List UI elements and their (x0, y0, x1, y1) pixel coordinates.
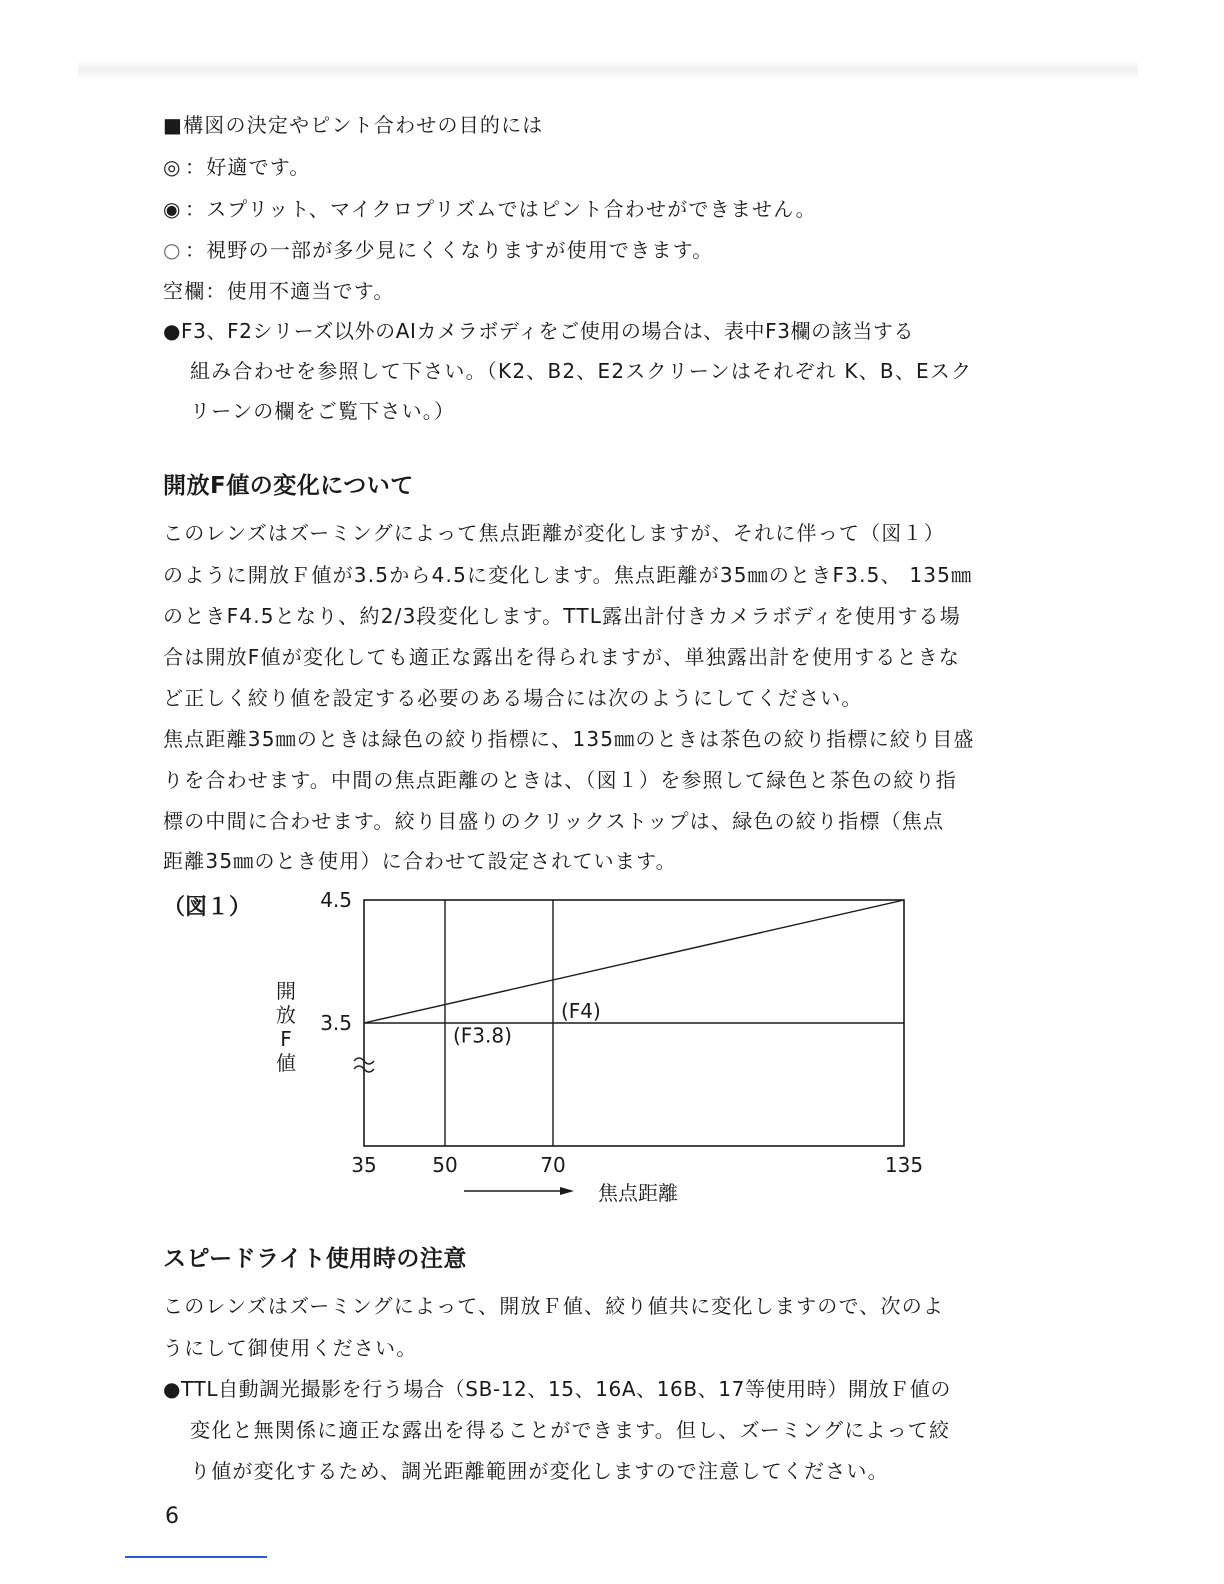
footer-rule (125, 1556, 267, 1558)
paragraph-line: うにして御使用ください。 (163, 1336, 418, 1360)
legend-note-line: ●F3、F2シリーズ以外のAIカメラボディをご使用の場合は、表中F3欄の該当する (163, 319, 915, 343)
x-tick-label: 35 (351, 1153, 377, 1177)
bullet-line: ●TTL自動調光撮影を行う場合（SB-12、15、16A、16B、17等使用時）開放Ｆ値の (163, 1377, 951, 1401)
paragraph-line: 距離35㎜のとき使用）に合わせて設定されています。 (163, 849, 677, 873)
paragraph-line: このレンズはズーミングによって焦点距離が変化しますが、それに伴って（図１） (163, 521, 945, 545)
figure-label: （図１） (163, 895, 252, 920)
legend-note-line: リーンの欄をご覧下さい。） (190, 399, 456, 423)
bullet-line: り値が変化するため、調光距離範囲が変化しますので注意してください。 (190, 1459, 889, 1483)
legend-item: ◉ ：スプリット、マイクロプリズムではピント合わせができません。 (163, 194, 817, 224)
y-axis-label: 開放 F 値 (276, 979, 296, 1075)
y-tick-label: 4.5 (320, 888, 352, 912)
x-axis-label: 焦点距離 (598, 1181, 678, 1205)
legend-item: ◎ ：好適です。 (163, 152, 311, 182)
legend-note-line: 組み合わせを参照して下さい。（K2、B2、E2スクリーンはそれぞれ K、B、Eスク (190, 359, 973, 383)
filled-circle-icon: ◉ (163, 197, 182, 221)
y-tick-label: 3.5 (320, 1011, 352, 1035)
blank-symbol-label: 空欄 (163, 279, 206, 303)
x-tick-label: 70 (540, 1153, 566, 1177)
section-heading: スピードライト使用時の注意 (163, 1246, 467, 1272)
annotation-label: (F4) (561, 998, 601, 1023)
paragraph-line: のときF4.5となり、約2/3段変化します。TTL露出計付きカメラボディを使用する場 (163, 604, 961, 628)
double-circle-icon: ◎ (163, 155, 182, 179)
open-circle-icon: ○ (163, 238, 182, 262)
paragraph-line: のように開放Ｆ値が3.5から4.5に変化します。焦点距離が35㎜のときF3.5、 135㎜ (163, 563, 973, 587)
section-heading: 開放F値の変化について (163, 473, 414, 499)
paragraph-line: 合は開放F値が変化しても適正な露出を得られますが、単独露出計を使用するときな (163, 645, 961, 669)
annotation-label: (F3.8) (453, 1023, 512, 1048)
x-tick-label: 135 (884, 1153, 924, 1177)
legend-title: ■構図の決定やピント合わせの目的には (163, 113, 544, 137)
paragraph-line: このレンズはズーミングによって、開放Ｆ値、絞り値共に変化しますので、次のよ (163, 1294, 945, 1318)
paragraph-line: ど正しく絞り値を設定する必要のある場合には次のようにしてください。 (163, 686, 863, 710)
bullet-line: 変化と無関係に適正な露出を得ることができます。但し、ズーミングによって絞 (190, 1418, 951, 1442)
paragraph-line: りを合わせます。中間の焦点距離のときは、（図１）を参照して緑色と茶色の絞り指 (163, 768, 957, 792)
legend-item: ○ ：視野の一部が多少見にくくなりますが使用できます。 (163, 235, 713, 265)
arrow-head-icon (560, 1187, 574, 1195)
paragraph-line: 焦点距離35㎜のときは緑色の絞り指標に、135㎜のときは茶色の絞り指標に絞り目盛 (163, 727, 975, 751)
page-number: 6 (165, 1504, 179, 1529)
legend-item: 空欄：使用不適当です。 (163, 279, 395, 303)
x-tick-label: 50 (432, 1153, 458, 1177)
paragraph-line: 標の中間に合わせます。絞り目盛りのクリックストップは、緑色の絞り指標（焦点 (163, 809, 945, 833)
